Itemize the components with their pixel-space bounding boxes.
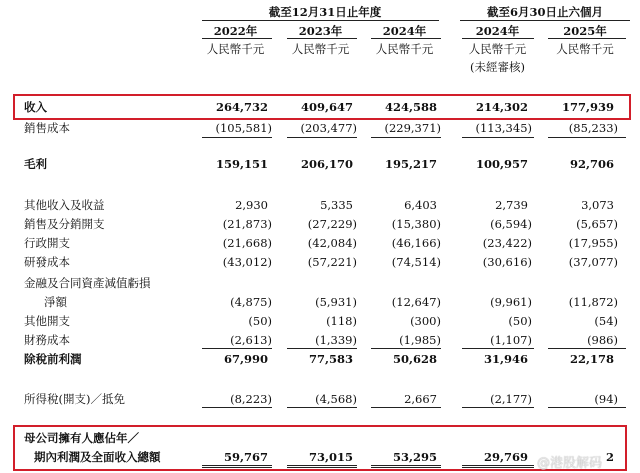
header-rule bbox=[202, 38, 272, 39]
header-rule bbox=[460, 20, 630, 21]
cell-value: 2,667 bbox=[404, 392, 437, 406]
unit-label: 人民幣千元 bbox=[206, 42, 265, 56]
cell-value: (74,514) bbox=[391, 255, 441, 269]
year-header: 2022年 bbox=[213, 24, 258, 38]
cell-value: (4,875) bbox=[230, 295, 272, 309]
header-6m-group: 截至6月30日止六個月 bbox=[486, 5, 603, 19]
cell-value: (105,581) bbox=[215, 121, 272, 135]
cell-value: (300) bbox=[410, 314, 441, 328]
cell-value: 2,930 bbox=[235, 198, 268, 212]
cell-value: 22,178 bbox=[569, 352, 614, 366]
header-rule bbox=[462, 38, 534, 39]
subtotal-rule bbox=[462, 348, 534, 349]
cell-value: (37,077) bbox=[568, 255, 618, 269]
watermark: @港股解码 bbox=[537, 456, 603, 471]
subtotal-rule bbox=[202, 137, 272, 138]
subtotal-rule bbox=[202, 407, 272, 408]
cell-value: (85,233) bbox=[568, 121, 618, 135]
unaudited-note: (未經審核) bbox=[470, 60, 525, 74]
cell-value: (113,345) bbox=[475, 121, 532, 135]
cell-value: (2,177) bbox=[490, 392, 532, 406]
row-label: 所得稅(開支)／抵免 bbox=[24, 392, 125, 406]
cell-value: 29,769 bbox=[483, 450, 528, 464]
year-header: 2023年 bbox=[298, 24, 343, 38]
row-label: 除稅前利潤 bbox=[24, 352, 82, 366]
total-double-rule bbox=[202, 465, 272, 466]
cell-value: (986) bbox=[587, 333, 618, 347]
cell-value: (27,229) bbox=[307, 217, 357, 231]
header-fy-group: 截至12月31日止年度 bbox=[268, 5, 382, 19]
cell-value: 424,588 bbox=[384, 100, 437, 114]
cell-value: 77,583 bbox=[308, 352, 353, 366]
cell-value: (118) bbox=[326, 314, 357, 328]
row-label: 金融及合同資產減值虧損 bbox=[24, 276, 151, 290]
subtotal-rule bbox=[462, 407, 534, 408]
year-header: 2025年 bbox=[563, 24, 607, 38]
total-double-rule bbox=[462, 467, 534, 468]
cell-value: 159,151 bbox=[215, 157, 268, 171]
cell-value: (8,223) bbox=[230, 392, 272, 406]
cell-value: (50) bbox=[508, 314, 532, 328]
subtotal-rule bbox=[548, 407, 626, 408]
row-label: 其他收入及收益 bbox=[24, 198, 105, 212]
row-label: 淨額 bbox=[44, 295, 67, 309]
cell-value: (43,012) bbox=[222, 255, 272, 269]
row-label: 銷售及分銷開支 bbox=[24, 217, 105, 231]
cell-value: (203,477) bbox=[300, 121, 357, 135]
total-double-rule bbox=[371, 467, 441, 468]
subtotal-rule bbox=[371, 348, 441, 349]
cell-value: (1,985) bbox=[399, 333, 441, 347]
cell-value: (46,166) bbox=[391, 236, 441, 250]
cell-value: (12,647) bbox=[391, 295, 441, 309]
cell-value: (23,422) bbox=[482, 236, 532, 250]
cell-value: (21,873) bbox=[222, 217, 272, 231]
subtotal-rule bbox=[287, 348, 357, 349]
cell-value: (94) bbox=[594, 392, 618, 406]
total-double-rule bbox=[202, 467, 272, 468]
cell-value: (6,594) bbox=[490, 217, 532, 231]
subtotal-rule bbox=[548, 348, 626, 349]
cell-value: (2,613) bbox=[230, 333, 272, 347]
cell-value: (5,931) bbox=[315, 295, 357, 309]
cell-value: 73,015 bbox=[308, 450, 353, 464]
row-label: 研發成本 bbox=[24, 255, 70, 269]
cell-value: (1,339) bbox=[315, 333, 357, 347]
cell-value: 2 bbox=[605, 450, 614, 464]
row-label: 銷售成本 bbox=[24, 121, 70, 135]
subtotal-rule bbox=[202, 348, 272, 349]
cell-value: (15,380) bbox=[391, 217, 441, 231]
header-rule bbox=[371, 38, 441, 39]
header-rule bbox=[548, 38, 626, 39]
subtotal-rule bbox=[287, 407, 357, 408]
cell-value: 53,295 bbox=[392, 450, 437, 464]
year-header: 2024年 bbox=[382, 24, 427, 38]
total-double-rule bbox=[287, 467, 357, 468]
subtotal-rule bbox=[371, 407, 441, 408]
subtotal-rule bbox=[462, 137, 534, 138]
cell-value: (54) bbox=[594, 314, 618, 328]
row-label: 行政開支 bbox=[24, 236, 70, 250]
header-rule bbox=[202, 20, 439, 21]
cell-value: (57,221) bbox=[307, 255, 357, 269]
cell-value: 206,170 bbox=[300, 157, 353, 171]
cell-value: (42,084) bbox=[307, 236, 357, 250]
cell-value: (50) bbox=[248, 314, 272, 328]
subtotal-rule bbox=[287, 137, 357, 138]
cell-value: 100,957 bbox=[475, 157, 528, 171]
cell-value: 92,706 bbox=[569, 157, 614, 171]
cell-value: (4,568) bbox=[315, 392, 357, 406]
cell-value: 2,739 bbox=[495, 198, 528, 212]
total-double-rule bbox=[371, 465, 441, 466]
cell-value: 59,767 bbox=[223, 450, 268, 464]
cell-value: 6,403 bbox=[404, 198, 437, 212]
unit-label: 人民幣千元 bbox=[291, 42, 350, 56]
cell-value: 264,732 bbox=[215, 100, 268, 114]
row-label: 收入 bbox=[24, 100, 47, 114]
total-double-rule bbox=[287, 465, 357, 466]
cell-value: 5,335 bbox=[320, 198, 353, 212]
cell-value: 177,939 bbox=[561, 100, 614, 114]
row-label: 財務成本 bbox=[24, 333, 70, 347]
cell-value: (229,371) bbox=[384, 121, 441, 135]
row-label: 毛利 bbox=[24, 157, 47, 171]
cell-value: (11,872) bbox=[568, 295, 618, 309]
cell-value: (21,668) bbox=[222, 236, 272, 250]
cell-value: (1,107) bbox=[490, 333, 532, 347]
total-double-rule bbox=[462, 465, 534, 466]
cell-value: (9,961) bbox=[490, 295, 532, 309]
cell-value: 50,628 bbox=[392, 352, 437, 366]
cell-value: (17,955) bbox=[568, 236, 618, 250]
unit-label: 人民幣千元 bbox=[468, 42, 527, 56]
cell-value: (30,616) bbox=[482, 255, 532, 269]
cell-value: 31,946 bbox=[483, 352, 528, 366]
subtotal-rule bbox=[371, 137, 441, 138]
cell-value: 195,217 bbox=[384, 157, 437, 171]
unit-label: 人民幣千元 bbox=[375, 42, 434, 56]
row-label: 期內利潤及全面收入總額 bbox=[34, 450, 161, 464]
cell-value: 67,990 bbox=[223, 352, 268, 366]
row-label: 其他開支 bbox=[24, 314, 70, 328]
header-rule bbox=[287, 38, 357, 39]
cell-value: 214,302 bbox=[475, 100, 528, 114]
year-header: 2024年 bbox=[475, 24, 520, 38]
row-label: 母公司擁有人應佔年／ bbox=[24, 431, 139, 445]
cell-value: (5,657) bbox=[576, 217, 618, 231]
cell-value: 409,647 bbox=[300, 100, 353, 114]
unit-label: 人民幣千元 bbox=[556, 42, 614, 56]
subtotal-rule bbox=[548, 137, 626, 138]
cell-value: 3,073 bbox=[581, 198, 614, 212]
